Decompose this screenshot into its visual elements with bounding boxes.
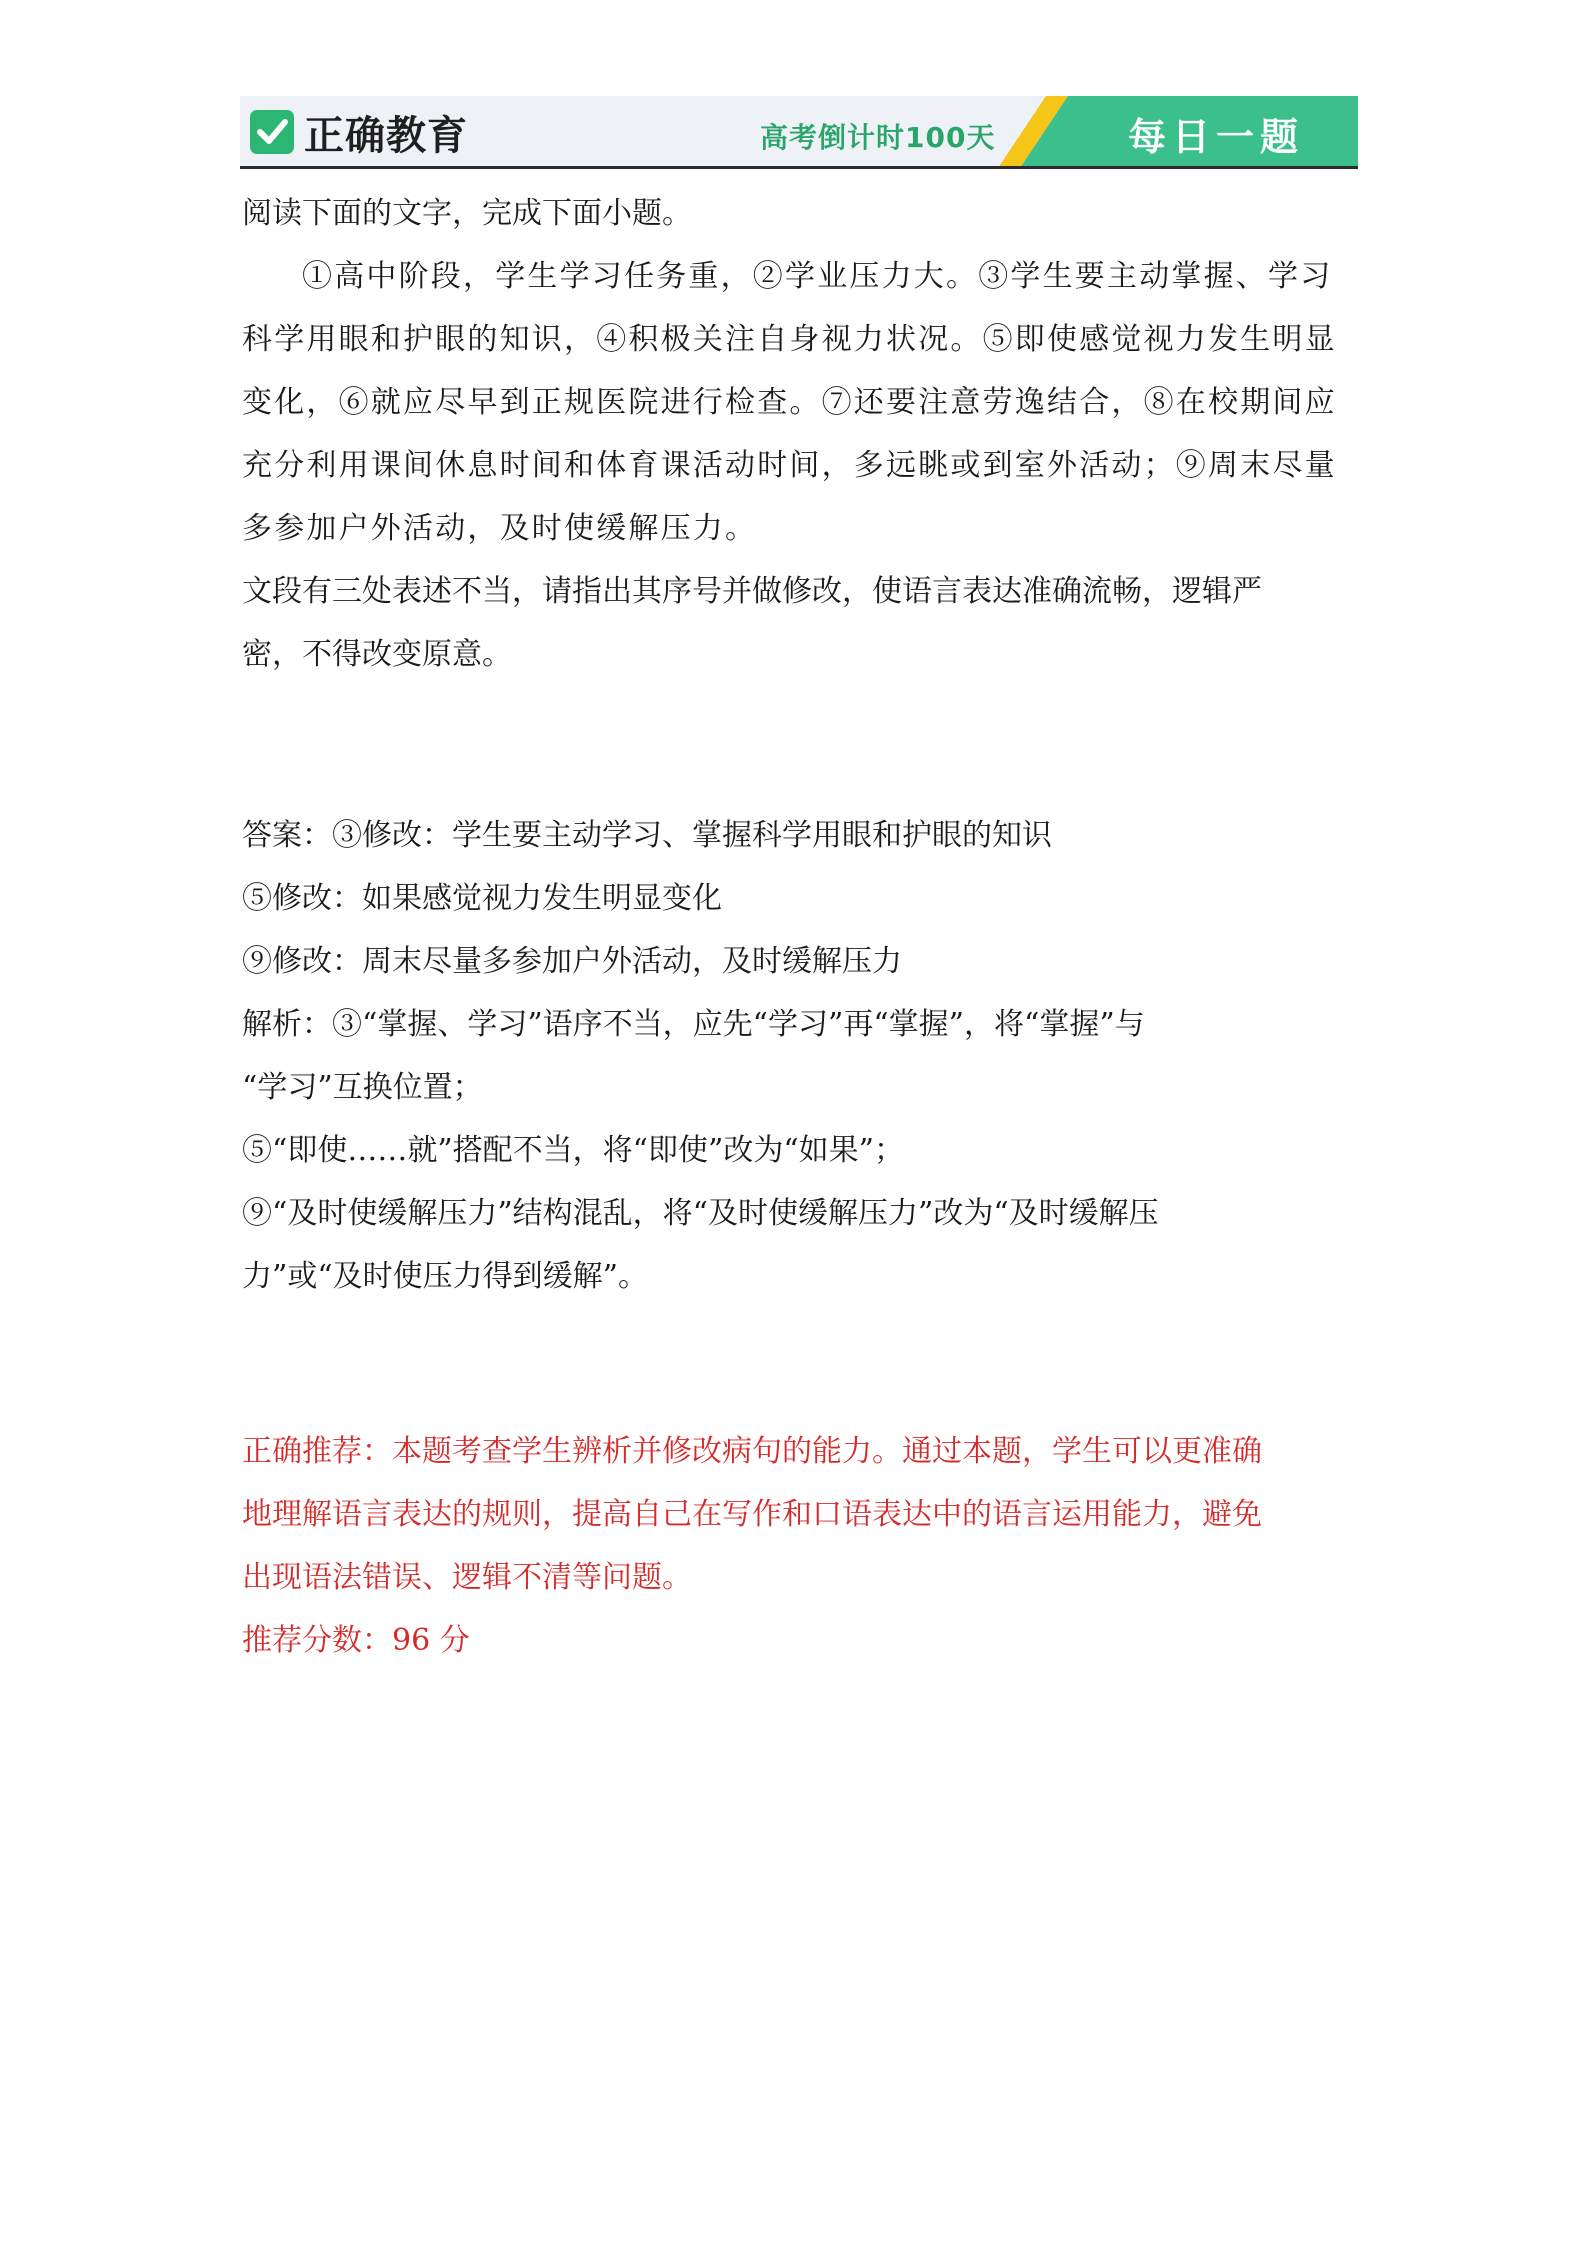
ribbon-title: 每日一题 [1127,115,1304,159]
task-line: 文段有三处表述不当，请指出其序号并做修改，使语言表达准确流畅，逻辑严 [242,574,1262,609]
analysis-line: “学习”互换位置； [242,1070,483,1105]
analysis-line: 力”或“及时使压力得到缓解”。 [242,1259,649,1294]
passage-line: 多参加户外活动，及时使缓解压力。 [242,511,758,546]
answer-line: ⑨修改：周末尽量多参加户外活动，及时缓解压力 [242,944,902,979]
recommendation-line: 出现语法错误、逻辑不清等问题。 [242,1560,692,1595]
analysis-line: ⑨“及时使缓解压力”结构混乱，将“及时使缓解压力”改为“及时缓解压 [242,1196,1159,1231]
question-intro: 阅读下面的文字，完成下面小题。 [242,196,692,231]
document-body [242,182,1360,1672]
checkmark-icon [250,110,294,154]
question-task [242,560,1360,686]
analysis-line: ⑤“即使……就”搭配不当，将“即使”改为“如果”； [242,1133,905,1168]
header-divider [240,166,1358,169]
answer-line: ⑤修改：如果感觉视力发生明显变化 [242,881,722,916]
recommendation-line: 地理解语言表达的规则，提高自己在写作和口语表达中的语言运用能力，避免 [242,1497,1262,1532]
daily-question-ribbon [998,96,1358,168]
passage-line: 科学用眼和护眼的知识，④积极关注自身视力状况。⑤即使感觉视力发生明显 [242,322,1337,357]
analysis-line: 解析：③“掌握、学习”语序不当，应先“学习”再“掌握”，将“掌握”与 [242,1007,1145,1042]
logo [250,106,468,158]
task-line: 密，不得改变原意。 [242,637,512,672]
countdown-text: 高考倒计时100天 [760,121,996,154]
question-passage [242,245,1360,560]
recommended-score: 推荐分数：96 分 [242,1623,470,1658]
passage-line: ①高中阶段，学生学习任务重，②学业压力大。③学生要主动掌握、学习 [302,259,1333,294]
recommendation-section [242,1420,1360,1672]
header-banner [240,96,1358,168]
logo-text: 正确教育 [304,112,468,159]
answer-line: 答案：③修改：学生要主动学习、掌握科学用眼和护眼的知识 [242,818,1052,853]
recommendation-line: 正确推荐：本题考查学生辨析并修改病句的能力。通过本题，学生可以更准确 [242,1434,1262,1469]
answer-section [242,804,1360,1308]
passage-line: 充分利用课间休息时间和体育课活动时间，多远眺或到室外活动；⑨周末尽量 [242,448,1337,483]
passage-line: 变化，⑥就应尽早到正规医院进行检查。⑦还要注意劳逸结合，⑧在校期间应 [242,385,1337,420]
